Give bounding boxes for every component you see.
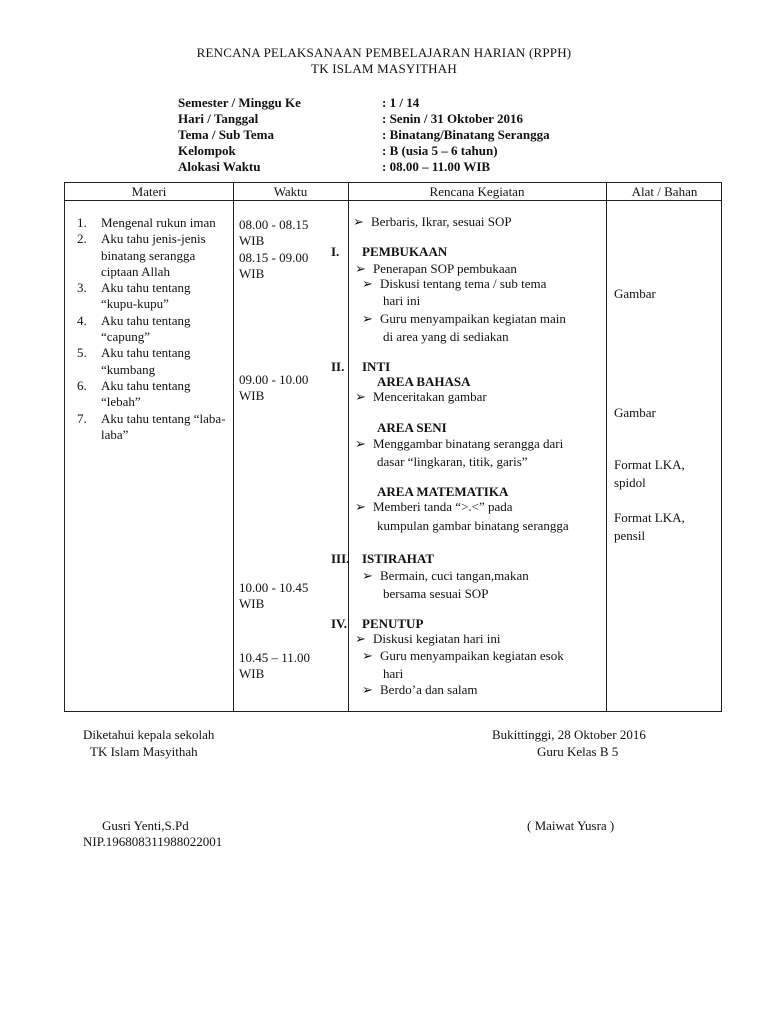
info-label-hari: Hari / Tanggal	[178, 111, 259, 126]
section-title-pembukaan: PEMBUKAAN	[362, 244, 448, 259]
waktu-slot: 09.00 - 10.00 WIB	[239, 372, 309, 403]
list-item-continuation: bersama sesuai SOP	[383, 586, 489, 601]
signature-right-role: Guru Kelas B 5	[537, 744, 619, 759]
area-bahasa-title: AREA BAHASA	[377, 374, 471, 389]
arrowhead-bullet-icon: ➢	[362, 682, 373, 697]
arrowhead-bullet-icon: ➢	[362, 648, 373, 663]
signature-left-institution: TK Islam Masyithah	[90, 744, 198, 759]
waktu-slot: 08.00 - 08.15 WIB	[239, 217, 309, 248]
section-number: IV.	[331, 616, 348, 631]
list-item-continuation: dasar “lingkaran, titik, garis”	[377, 454, 528, 469]
arrowhead-bullet-icon: ➢	[362, 276, 373, 291]
list-item: 2. Aku tahu jenis-jenis binatang serangga ciptaan Allah	[77, 231, 206, 279]
info-value-kelompok: : B (usia 5 – 6 tahun)	[382, 143, 498, 158]
list-item: ➢ Berdo’a dan salam	[362, 682, 478, 697]
list-item-continuation: hari ini	[383, 293, 421, 308]
list-item-continuation: kumpulan gambar binatang serangga	[377, 518, 569, 533]
alat-item: Format LKA,	[614, 510, 685, 525]
list-item: ➢ Bermain, cuci tangan,makan	[362, 568, 529, 583]
section-title-inti: INTI	[362, 359, 391, 374]
alat-item: spidol	[614, 475, 646, 490]
arrowhead-bullet-icon: ➢	[355, 389, 366, 404]
signature-left-nip: NIP.196808311988022001	[83, 834, 223, 849]
document-title: RENCANA PELAKSANAAN PEMBELAJARAN HARIAN (RPPH)	[196, 45, 572, 60]
waktu-slot: 10.00 - 10.45 WIB	[239, 580, 309, 611]
header-rencana-kegiatan: Rencana Kegiatan	[429, 184, 525, 199]
signature-right-name: ( Maiwat Yusra )	[527, 818, 615, 833]
header-materi: Materi	[131, 184, 167, 199]
arrowhead-bullet-icon: ➢	[355, 436, 366, 451]
signature-left-heading: Diketahui kepala sekolah	[83, 727, 215, 742]
signature-left-name: Gusri Yenti,S.Pd	[102, 818, 189, 833]
arrowhead-bullet-icon: ➢	[362, 311, 373, 326]
section-title-istirahat: ISTIRAHAT	[362, 551, 435, 566]
section-title-penutup: PENUTUP	[362, 616, 424, 631]
area-seni-title: AREA SENI	[377, 420, 447, 435]
column-divider	[233, 183, 234, 711]
section-number: III.	[331, 551, 350, 566]
list-item: 4. Aku tahu tentang “capung”	[77, 312, 191, 345]
area-matematika-title: AREA MATEMATIKA	[377, 484, 509, 499]
header-alat-bahan: Alat / Bahan	[631, 184, 698, 199]
alat-item: Gambar	[614, 405, 656, 420]
header-waktu: Waktu	[273, 184, 308, 199]
header-divider	[65, 200, 721, 201]
arrowhead-bullet-icon: ➢	[355, 499, 366, 514]
list-item: ➢ Memberi tanda “>.<” pada	[355, 499, 513, 514]
list-item: ➢ Diskusi kegiatan hari ini	[355, 631, 501, 646]
info-label-semester: Semester / Minggu Ke	[178, 95, 301, 110]
waktu-slot: 10.45 – 11.00 WIB	[239, 650, 311, 681]
alat-item: pensil	[614, 528, 646, 543]
info-value-alokasi: : 08.00 – 11.00 WIB	[382, 159, 491, 174]
alat-item: Format LKA,	[614, 457, 685, 472]
arrowhead-bullet-icon: ➢	[362, 568, 373, 583]
info-label-tema: Tema / Sub Tema	[178, 127, 274, 142]
list-item: 3. Aku tahu tentang “kupu-kupu”	[77, 280, 191, 312]
info-value-semester: : 1 / 14	[382, 95, 420, 110]
list-item-continuation: hari	[383, 666, 404, 681]
list-item: ➢ Menceritakan gambar	[355, 389, 487, 404]
arrowhead-bullet-icon: ➢	[355, 631, 366, 646]
info-value-hari: : Senin / 31 Oktober 2016	[382, 111, 523, 126]
arrowhead-bullet-icon: ➢	[355, 261, 366, 276]
list-item: ➢ Penerapan SOP pembukaan	[355, 261, 517, 276]
info-label-alokasi: Alokasi Waktu	[178, 159, 261, 174]
alat-item: Gambar	[614, 286, 656, 301]
arrowhead-bullet-icon: ➢	[353, 214, 364, 229]
section-number: II.	[331, 359, 345, 374]
info-label-kelompok: Kelompok	[178, 143, 236, 158]
list-item: ➢ Guru menyampaikan kegiatan main	[362, 311, 566, 326]
list-item: 1. Mengenal rukun iman	[77, 215, 216, 230]
school-name-title: TK ISLAM MASYITHAH	[311, 61, 457, 76]
column-divider	[606, 183, 607, 711]
section-number: I.	[331, 244, 340, 259]
list-item: 5. Aku tahu tentang “kumbang	[77, 345, 191, 377]
list-item: 6. Aku tahu tentang “lebah”	[77, 377, 191, 410]
info-value-tema: : Binatang/Binatang Serangga	[382, 127, 550, 142]
list-item: ➢ Diskusi tentang tema / sub tema	[362, 276, 547, 291]
list-item: 7. Aku tahu tentang “laba-laba”	[77, 410, 226, 442]
list-item: ➢ Menggambar binatang serangga dari	[355, 436, 564, 451]
list-item: ➢ Berbaris, Ikrar, sesuai SOP	[353, 214, 512, 229]
waktu-slot: 08.15 - 09.00 WIB	[239, 250, 309, 281]
activity-table	[64, 182, 722, 712]
list-item: ➢ Guru menyampaikan kegiatan esok	[362, 648, 564, 663]
materi-list	[77, 215, 227, 443]
signature-right-place-date: Bukittinggi, 28 Oktober 2016	[492, 727, 646, 742]
list-item-continuation: di area yang di sediakan	[383, 329, 509, 344]
column-divider	[348, 183, 349, 711]
